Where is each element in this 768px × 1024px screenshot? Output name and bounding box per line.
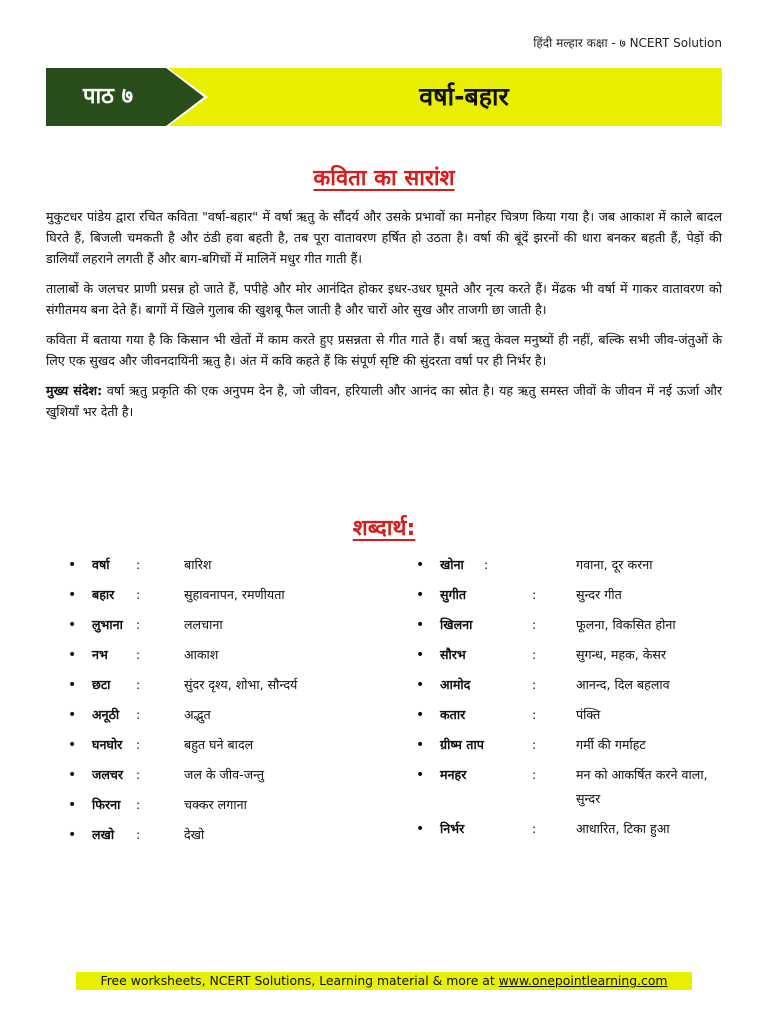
main-message-label: मुख्य संदेश: bbox=[46, 383, 103, 398]
colon: : bbox=[532, 767, 537, 782]
glossary-row bbox=[394, 706, 722, 724]
footer-text: Free worksheets, NCERT Solutions, Learning material & more at bbox=[100, 973, 499, 988]
footer-bar bbox=[76, 972, 692, 990]
glossary-term: सुगीत bbox=[440, 587, 467, 602]
colon: : bbox=[532, 647, 537, 662]
bullet-icon: • bbox=[68, 707, 77, 723]
glossary-meaning: गवाना, दूर करना bbox=[576, 557, 653, 572]
glossary-heading: शब्दार्थ: bbox=[352, 516, 416, 541]
bullet-icon: • bbox=[416, 617, 425, 633]
lesson-number: पाठ ७ bbox=[82, 84, 134, 109]
glossary-term: खिलना bbox=[440, 617, 473, 632]
bullet-icon: • bbox=[416, 587, 425, 603]
colon: : bbox=[532, 707, 537, 722]
glossary-term: सौरभ bbox=[440, 647, 466, 662]
glossary-term: लखो bbox=[92, 827, 115, 842]
glossary-meaning: आकाश bbox=[184, 647, 219, 662]
colon: : bbox=[136, 647, 141, 662]
colon: : bbox=[136, 557, 141, 572]
bullet-icon: • bbox=[68, 617, 77, 633]
glossary-row bbox=[46, 796, 366, 814]
bullet-icon: • bbox=[416, 677, 425, 693]
summary-heading: कविता का सारांश bbox=[313, 166, 455, 191]
bullet-icon: • bbox=[68, 767, 77, 783]
glossary-term: नभ bbox=[92, 647, 108, 662]
summary-paragraph: मुकुटधर पांडेय द्वारा रचित कविता "वर्षा-बहार" में वर्षा ऋतु के सौंदर्य और उसके प्रभावों का मनोहर चित्रण किया गया है। जब आकाश में काले बादल घिरते हैं, बिजली चमकती है और ठंडी हवा बहती है, तब पूरा वातावरण हर्षित हो उठता है। वर्षा की बूंदें झरनों की धारा बनकर बहती हैं, पेड़ों की डालियाँ लहराने लगती हैं और बाग-बगिचों में मालिनें मधुर गीत गाती हैं। bbox=[46, 209, 722, 266]
colon: : bbox=[136, 707, 141, 722]
glossary-meaning: आनन्द, दिल बहलाव bbox=[576, 677, 670, 692]
bullet-icon: • bbox=[416, 767, 425, 783]
glossary-row bbox=[46, 706, 366, 724]
glossary-term: वर्षा bbox=[92, 557, 110, 572]
glossary-term: घनघोर bbox=[92, 737, 123, 752]
glossary-row bbox=[394, 766, 722, 808]
glossary-meaning: चक्कर लगाना bbox=[184, 797, 247, 812]
bullet-icon: • bbox=[68, 557, 77, 573]
colon: : bbox=[532, 677, 537, 692]
glossary-row bbox=[46, 736, 366, 754]
bullet-icon: • bbox=[68, 737, 77, 753]
banner-arrow-icon bbox=[166, 68, 204, 126]
colon: : bbox=[136, 797, 141, 812]
colon: : bbox=[532, 617, 537, 632]
colon: : bbox=[484, 557, 489, 572]
colon: : bbox=[136, 737, 141, 752]
bullet-icon: • bbox=[416, 707, 425, 723]
glossary-term: फिरना bbox=[92, 797, 121, 812]
glossary-term: खोना bbox=[440, 557, 464, 572]
glossary-row bbox=[46, 676, 366, 694]
glossary-term: ग्रीष्म ताप bbox=[440, 737, 484, 752]
glossary-term: मनहर bbox=[440, 767, 467, 782]
colon: : bbox=[136, 827, 141, 842]
colon: : bbox=[136, 587, 141, 602]
bullet-icon: • bbox=[416, 557, 425, 573]
glossary-row bbox=[394, 736, 722, 754]
summary-paragraph: तालाबों के जलचर प्राणी प्रसन्न हो जाते हैं, पपीहे और मोर आनंदित होकर इधर-उधर घूमते और नृत्य करते हैं। मेंढक भी वर्षा में गाकर वातावरण को संगीतमय बना देते हैं। बागों में खिले गुलाब की खुशबू फैल जाती है और चारों ओर सुख और ताजगी छा जाती है। bbox=[46, 281, 722, 317]
glossary-term: जलचर bbox=[92, 767, 124, 782]
glossary-row bbox=[394, 616, 722, 634]
colon: : bbox=[532, 587, 537, 602]
summary-paragraph: कविता में बताया गया है कि किसान भी खेतों में काम करते हुए प्रसन्नता से गीत गाते हैं। वर्षा ऋतु केवल मनुष्यों ही नहीं, बल्कि सभी जीव-जंतुओं के लिए एक सुखद और जीवनदायिनी ऋतु है। अंत में कवि कहते हैं कि संपूर्ण सृष्टि की सुंदरता वर्षा पर ही निर्भर है। bbox=[46, 332, 723, 368]
main-message-text: वर्षा ऋतु प्रकृति की एक अनुपम देन है, जो जीवन, हरियाली और आनंद का स्रोत है। यह ऋतु समस्त जीवों के जीवन में नई ऊर्जा और खुशियाँ भर देती है। bbox=[46, 383, 722, 419]
summary-body bbox=[46, 206, 722, 431]
lesson-banner bbox=[46, 68, 722, 126]
bullet-icon: • bbox=[416, 737, 425, 753]
glossary-meaning: देखो bbox=[184, 827, 205, 842]
glossary-meaning: गर्मी की गर्माहट bbox=[576, 737, 646, 752]
glossary-row bbox=[394, 556, 722, 574]
lesson-title: वर्षा-बहार bbox=[419, 82, 509, 111]
bullet-icon: • bbox=[68, 587, 77, 603]
bullet-icon: • bbox=[68, 677, 77, 693]
glossary-term: अनूठी bbox=[92, 707, 120, 722]
glossary-meaning: ललचाना bbox=[184, 617, 223, 632]
glossary-term: कतार bbox=[440, 707, 466, 722]
glossary-row bbox=[46, 616, 366, 634]
colon: : bbox=[532, 737, 537, 752]
glossary-meaning: सुहावनापन, रमणीयता bbox=[184, 587, 285, 602]
glossary-meaning: सुन्दर गीत bbox=[576, 587, 622, 602]
colon: : bbox=[136, 767, 141, 782]
glossary-meaning: फूलना, विकसित होना bbox=[576, 617, 676, 632]
glossary-meaning: अद्भुत bbox=[184, 707, 211, 722]
glossary-term: बहार bbox=[92, 587, 115, 602]
bullet-icon: • bbox=[68, 827, 77, 843]
glossary-left-column bbox=[46, 556, 366, 856]
glossary-term: आमोद bbox=[440, 677, 471, 692]
colon: : bbox=[136, 617, 141, 632]
glossary-meaning: बारिश bbox=[184, 557, 212, 572]
colon: : bbox=[136, 677, 141, 692]
glossary-row bbox=[394, 586, 722, 604]
glossary-row bbox=[46, 586, 366, 604]
glossary-term: लुभाना bbox=[92, 617, 123, 632]
glossary-meaning: आधारित, टिका हुआ bbox=[576, 821, 670, 836]
glossary-term: निर्भर bbox=[440, 821, 465, 836]
bullet-icon: • bbox=[416, 821, 425, 837]
glossary-row bbox=[394, 820, 722, 838]
glossary-meaning: जल के जीव-जन्तु bbox=[184, 767, 265, 782]
glossary-meaning: पंक्ति bbox=[576, 707, 601, 722]
glossary-row bbox=[394, 646, 722, 664]
bullet-icon: • bbox=[68, 797, 77, 813]
glossary-meaning: बहुत घने बादल bbox=[184, 737, 254, 752]
colon: : bbox=[532, 821, 537, 836]
glossary-meaning: सुगन्ध, महक, केसर bbox=[576, 647, 667, 662]
bullet-icon: • bbox=[416, 647, 425, 663]
bullet-icon: • bbox=[68, 647, 77, 663]
glossary-right-column bbox=[394, 556, 722, 850]
main-message bbox=[46, 380, 722, 422]
header-topline: हिंदी मल्हार कक्षा - ७ NCERT Solution bbox=[533, 36, 722, 50]
glossary-row bbox=[46, 646, 366, 664]
footer-link[interactable]: www.onepointlearning.com bbox=[498, 973, 668, 988]
glossary-term: छटा bbox=[92, 677, 111, 692]
glossary-row bbox=[46, 826, 366, 844]
glossary-row bbox=[394, 676, 722, 694]
glossary-meaning: सुंदर दृश्य, शोभा, सौन्दर्य bbox=[184, 677, 298, 692]
glossary-row bbox=[46, 766, 366, 784]
glossary-meaning: मन को आकर्षित करने वाला, सुन्दर bbox=[576, 767, 708, 806]
glossary-row bbox=[46, 556, 366, 574]
